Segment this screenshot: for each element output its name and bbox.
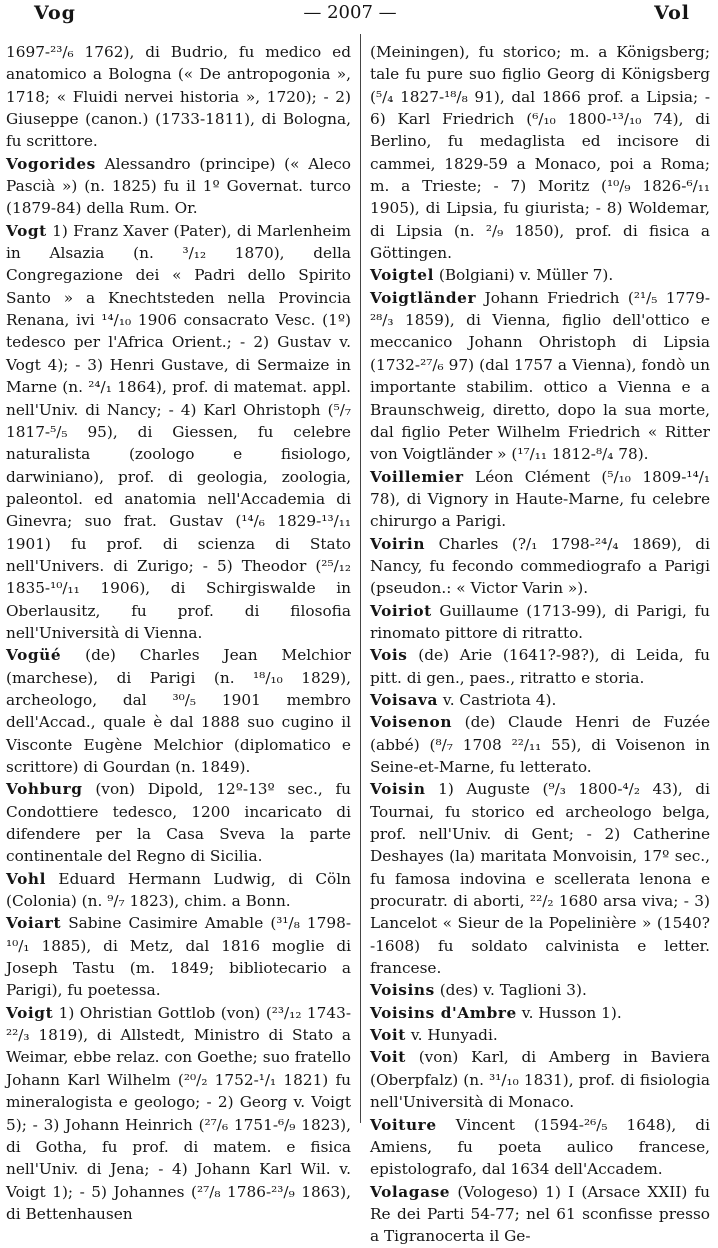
entry [6,41,351,153]
headword: Voiriot [370,601,432,620]
entry-text: v. Castriota 4). [438,690,557,709]
entry-text: 1) Auguste (⁹/₃ 1800-⁴/₂ 43), di Tournai, fu storico ed archeologo belga, prof. nell'Univ. di Gent; - 2) Catherine Deshayes (la) maritata Monvoisin, 17º sec., fu famosa indovina e scellerata lenona e procuratr. di aborti, ²²/₂ 1680 arsa viva; - 3) Lancelot « Sieur de la Popelinière » (1540?-1608) fu soldato calvinista e letter. francese. [370,780,710,978]
headword: Voit [370,1026,406,1045]
entry-text: v. Hunyadi. [405,1026,498,1045]
entry [6,778,351,867]
entry [370,979,710,1001]
entry-text: Sabine Casimire Amable (³¹/₈ 1798-¹⁰/₁ 1885), di Metz, dal 1816 moglie di Joseph Tastu (m. 1849; bibliotecario a Parigi), fu poetessa. [6,914,351,1000]
headword: Vois [370,646,408,665]
entry-text: 1697-²³/₆ 1762), di Budrio, fu medico ed anatomico a Bologna (« De antropogonia », 1718; « Fluidi nervei historia », 1720); - 2) Giuseppe (canon.) (1733-1811), di Bologna, fu scrittore. [6,43,351,151]
header-right-guide-word: Vol [654,2,690,24]
right-column [370,41,710,1246]
entry [370,287,710,466]
entry [370,600,710,645]
entry-text: (Meiningen), fu storico; m. a Königsberg; tale fu pure suo figlio Georg di Königsberg (⁵/₄ 1827-¹⁸/₈ 91), dal 1866 prof. a Lipsia; - 6) Karl Friedrich (⁶/₁₀ 1800-¹³/₁₀ 74), di Berlino, fu medaglista ed incisore di cammei, 1829-59 a Monaco, poi a Roma; m. a Trieste; - 7) Moritz (¹⁰/₉ 1826-⁶/₁₁ 1905), di Lipsia, fu giurista; - 8) Woldemar, di Lipsia (n. ²/₉ 1850), prof. di fisica a Göttingen. [370,43,710,263]
entry [6,153,351,220]
entry-text: Johann Friedrich (²¹/₅ 1779-²⁸/₃ 1859), di Vienna, figlio dell'ottico e meccanico Johann Ohristoph di Lipsia (1732-²⁷/₆ 97) (dal 1757 a Vienna), fondò un importante stabilim. ottico a Vienna e a Braunschweig, diretto, dopo la sua morte, dal figlio Peter Wilhelm Friedrich « Ritter von Voigtländer » (¹⁷/₁₁ 1812-⁸/₄ 78). [370,288,710,464]
headword: Voisins [370,981,435,1000]
column-divider [360,34,361,1123]
entry [370,711,710,778]
headword: Voigtel [370,266,434,285]
headword: Volagase [370,1182,451,1201]
headword: Vogorides [6,154,96,173]
entry [370,1181,710,1248]
entry-text: (von) Karl, di Amberg in Baviera (Oberpfalz) (n. ³¹/₁₀ 1831), prof. di fisiologia nell'Università di Monaco. [370,1048,710,1112]
entry-text: (de) Arie (1641?-98?), di Leida, fu pitt. di gen., paes., ritratto e storia. [370,646,710,687]
entry [370,1024,710,1046]
entry-text: Eduard Hermann Ludwig, di Cöln (Colonia) (n. ⁹/₇ 1823), chim. a Bonn. [6,869,351,911]
entry [370,1002,710,1024]
headword: Voisins d'Ambre [370,1003,517,1022]
entry [370,41,710,264]
entry [6,868,351,913]
entry [6,1002,351,1225]
entry-text: Léon Clément (⁵/₁₀ 1809-¹⁴/₁ 78), di Vignory in Haute-Marne, fu celebre chirurgo a Parigi. [370,467,710,531]
entry [370,778,710,979]
entry-text: (de) Claude Henri de Fuzée (abbé) (⁸/₇ 1708 ²²/₁₁ 55), di Voisenon in Seine-et-Marne, fu letterato. [370,713,710,776]
entry-text: (von) Dipold, 12º-13º sec., fu Condottiere tedesco, 1200 incaricato di difendere per la Casa Sveva la parte continentale del Regno di Sicilia. [6,780,351,866]
headword: Voit [370,1048,406,1067]
left-column [6,41,351,1223]
headword: Voigtländer [370,288,477,307]
entry [370,533,710,600]
entry [370,466,710,533]
entry-text: 1) Franz Xaver (Pater), di Marlenheim in Alsazia (n. ³/₁₂ 1870), della Congregazione dei « Padri dello Spirito Santo » a Knechtsteden nella Provincia Renana, ivi ¹⁴/₁₀ 1906 consacrato Vesc. (1º) tedesco per l'Africa Orient.; - 2) Gustav v. Vogt 4); - 3) Henri Gustave, di Sermaize in Marne (n. ²⁴/₁ 1864), prof. di matemat. appl. nell'Univ. di Nancy; - 4) Karl Ohristoph (⁵/₇ 1817-⁵/₅ 95), di Giessen, fu celebre naturalista (zoologo e fisiologo, darwiniano), prof. di geologia, zoologia, paleontol. ed anatomia nell'Accademia di Ginevra; suo frat. Gustav (¹⁴/₆ 1829-¹³/₁₁ 1901) fu prof. di scienza di Stato nell'Univers. di Zurigo; - 5) Theodor (²⁵/₁₂ 1835-¹⁰/₁₁ 1906), di Schirgiswalde in Oberlausitz, fu prof. di filosofia nell'Università di Vienna. [6,221,351,642]
entry [370,1114,710,1181]
entry-text: v. Husson 1). [516,1003,622,1022]
headword: Voisenon [370,713,453,732]
entry-text: Guillaume (1713-99), di Parigi, fu rinomato pittore di ritratto. [370,601,710,642]
entry-text: 1) Ohristian Gottlob (von) (²³/₁₂ 1743-²²/₃ 1819), di Allstedt, Ministro di Stato a Weimar, ebbe relaz. con Goethe; suo fratello Johann Karl Wilhelm (²⁰/₂ 1752-¹/₁ 1821) fu mineralogista e geologo; - 2) Georg v. Voigt 5); - 3) Johann Heinrich (²⁷/₆ 1751-⁶/₉ 1823), di Gotha, fu prof. di matem. e fisica nell'Univ. di Jena; - 4) Johann Karl Wil. v. Voigt 1); - 5) Johannes (²⁷/₈ 1786-²³/₉ 1863), di Bettenhausen [6,1003,351,1223]
entry [370,1046,710,1113]
entry [6,220,351,645]
headword: Vogüé [6,646,62,665]
entry [370,644,710,689]
entry-text: Vincent (1594-²⁶/₅ 1648), di Amiens, fu poeta aulico francese, epistolografo, dal 1634 dell'Accadem. [370,1115,710,1179]
entry [370,264,710,286]
entry-text: Alessandro (principe) (« Aleco Pascià ») (n. 1825) fu il 1º Governat. turco (1879-84) della Rum. Or. [6,154,351,218]
entry-text: Charles (?/₁ 1798-²⁴/₄ 1869), di Nancy, fu fecondo commediografo a Parigi (pseudon.: « Victor Varin »). [370,534,710,598]
page-number: — 2007 — [303,2,397,23]
entry-text: (de) Charles Jean Melchior (marchese), di Parigi (n. ¹⁸/₁₀ 1829), archeologo, dal ³⁰/₅ 1901 membro dell'Accad., quale è dal 1888 suo cugino il Visconte Eugène Melchior (diplomatico e scrittore) di Gourdan (n. 1849). [6,646,351,776]
entry [6,644,351,778]
headword: Voigt [6,1003,54,1022]
headword: Vogt [6,221,47,240]
headword: Voiart [6,914,62,933]
headword: Voiture [370,1115,437,1134]
entry [370,689,710,711]
entry-text: (Bolgiani) v. Müller 7). [433,266,614,285]
headword: Voillemier [370,467,464,486]
entry [6,912,351,1001]
entry-text: (Vologeso) 1) I (Arsace XXII) fu Re dei Parti 54-77; nel 61 sconfisse presso a Tigranocerta il Ge- [370,1182,710,1246]
headword: Voisin [370,780,426,799]
headword: Voisava [370,690,439,709]
page-header [0,0,718,26]
headword: Vohburg [6,780,83,799]
entry-text: (des) v. Taglioni 3). [434,981,587,1000]
headword: Voirin [370,534,426,553]
headword: Vohl [6,869,46,888]
header-left-guide-word: Vog [34,2,76,24]
